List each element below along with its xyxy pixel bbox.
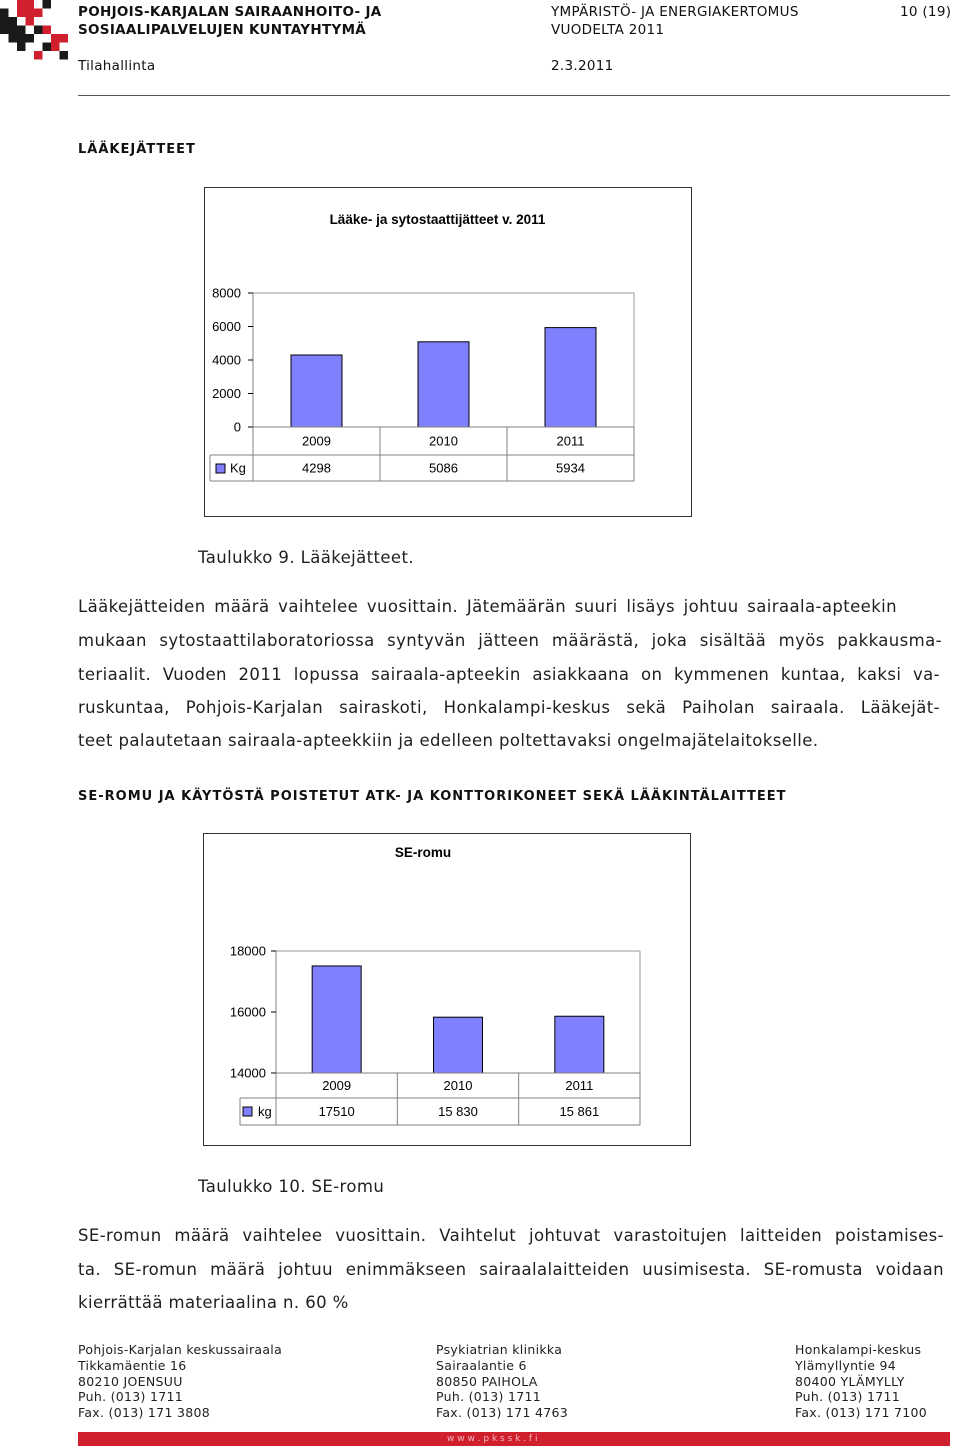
- footer-address-psychiatric-clinic: [436, 1342, 568, 1421]
- paragraph-line: SE-romun määrä vaihtelee vuosittain. Vaihtelut johtuvat varastoitujen laitteiden poistamises-: [78, 1226, 944, 1245]
- footer-line: Ylämyllyntie 94: [795, 1357, 897, 1373]
- paragraph-line: mukaan sytostaattilaboratoriossa syntyvän jätteen määrästä, joka sisältää myös pakkausma-: [78, 631, 942, 650]
- electronic-scrap-chart: [203, 833, 691, 1146]
- footer-line: 80210 JOENSUU: [78, 1373, 183, 1389]
- bar-2009: [312, 966, 361, 1073]
- y-tick-label: 0: [233, 419, 241, 435]
- section-heading-medicine-waste: LÄÄKEJÄTTEET: [78, 142, 196, 157]
- data-label: 17510: [318, 1104, 355, 1119]
- legend-marker: [216, 464, 225, 473]
- bar-2011: [545, 328, 596, 427]
- website-link[interactable]: w w w . p k s s k . f i: [447, 1434, 538, 1444]
- document-title-line2: VUODELTA 2011: [551, 22, 665, 38]
- y-tick-label: 18000: [229, 943, 266, 959]
- paragraph-line: kierrättää materiaalina n. 60 %: [78, 1293, 349, 1312]
- header-divider: [78, 95, 950, 96]
- bar-2009: [291, 355, 342, 427]
- footer-line: Puh. (013) 1711: [436, 1389, 542, 1405]
- category-label: 2010: [443, 1078, 473, 1093]
- category-label: 2009: [322, 1078, 352, 1093]
- legend-label: Kg: [230, 460, 246, 476]
- category-label: 2009: [302, 433, 331, 449]
- y-tick-label: 14000: [229, 1065, 266, 1081]
- chart-frame: [204, 834, 691, 1146]
- footer-line: Fax. (013) 171 4763: [436, 1405, 568, 1421]
- footer-line: Sairaalantie 6: [436, 1357, 527, 1373]
- paragraph-line: teriaalit. Vuoden 2011 lopussa sairaala-apteekin asiakkaana on kymmenen kuntaa, kaksi va-: [78, 665, 940, 684]
- chart-title: SE-romu: [394, 845, 452, 860]
- category-label: 2011: [565, 1078, 594, 1093]
- paragraph-line: ruskuntaa, Pohjois-Karjalan sairaskoti, Honkalampi-keskus sekä Paiholan sairaala. Lääkejät-: [78, 698, 940, 717]
- page-number: 10 (19): [900, 4, 952, 20]
- y-tick-label: 16000: [229, 1004, 266, 1020]
- paragraph-line: Lääkejätteiden määrä vaihtelee vuosittain. Jätemäärän suuri lisäys johtuu sairaala-apteekin: [78, 597, 897, 616]
- data-label: 4298: [302, 460, 331, 476]
- organization-logo-icon: [0, 0, 76, 68]
- category-label: 2010: [429, 433, 458, 449]
- footer-line: Fax. (013) 171 7100: [795, 1405, 927, 1421]
- medicine-waste-chart: [204, 187, 692, 517]
- footer-line: 80400 YLÄMYLLY: [795, 1373, 905, 1389]
- footer-line: Puh. (013) 1711: [78, 1389, 184, 1405]
- section-heading-electronic-scrap: SE-ROMU JA KÄYTÖSTÄ POISTETUT ATK- JA KONTTORIKONEET SEKÄ LÄÄKINTÄLAITTEET: [78, 789, 787, 804]
- y-tick-label: 4000: [212, 352, 241, 368]
- department-name: Tilahallinta: [78, 58, 156, 74]
- document-title-line1: YMPÄRISTÖ- JA ENERGIAKERTOMUS: [551, 4, 799, 20]
- bar-2010: [434, 1017, 483, 1073]
- footer-line: Psykiatrian klinikka: [436, 1342, 563, 1357]
- chart-title: Lääke- ja sytostaattijätteet v. 2011: [329, 212, 546, 227]
- organization-name-line2: SOSIAALIPALVELUJEN KUNTAYHTYMÄ: [78, 22, 367, 38]
- y-tick-label: 2000: [212, 386, 241, 401]
- table-caption-10: Taulukko 10. SE-romu: [198, 1177, 385, 1196]
- footer-line: Puh. (013) 1711: [795, 1389, 901, 1405]
- data-label: 15 861: [559, 1104, 600, 1119]
- document-date: 2.3.2011: [551, 58, 614, 74]
- footer-line: Pohjois-Karjalan keskussairaala: [78, 1342, 283, 1357]
- y-tick-label: 8000: [212, 285, 241, 301]
- footer-line: Honkalampi-keskus: [795, 1342, 922, 1357]
- table-caption-9: Taulukko 9. Lääkejätteet.: [198, 548, 414, 567]
- paragraph-line: ta. SE-romun määrä johtuu enimmäkseen sairaalalaitteiden uusimisesta. SE-romusta voidaan: [78, 1260, 944, 1279]
- data-label: 15 830: [438, 1104, 478, 1119]
- footer-address-honkalampi: [795, 1342, 927, 1421]
- legend-marker: [243, 1107, 252, 1116]
- bar-2011: [555, 1016, 604, 1073]
- organization-name-line1: POHJOIS-KARJALAN SAIRAANHOITO- JA: [78, 4, 382, 20]
- footer-address-central-hospital: [78, 1342, 282, 1421]
- footer-web-bar: [78, 1432, 950, 1446]
- footer-line: Tikkamäentie 16: [78, 1357, 187, 1373]
- category-label: 2011: [556, 433, 585, 449]
- footer-line: 80850 PAIHOLA: [436, 1373, 538, 1389]
- footer-line: Fax. (013) 171 3808: [78, 1405, 210, 1421]
- data-label: 5086: [429, 460, 458, 476]
- bar-2010: [418, 342, 469, 427]
- y-tick-label: 6000: [212, 319, 241, 334]
- paragraph-line: teet palautetaan sairaala-apteekkiin ja edelleen poltettavaksi ongelmajätelaitokselle.: [78, 731, 819, 750]
- legend-label: kg: [258, 1104, 272, 1119]
- data-label: 5934: [556, 460, 585, 476]
